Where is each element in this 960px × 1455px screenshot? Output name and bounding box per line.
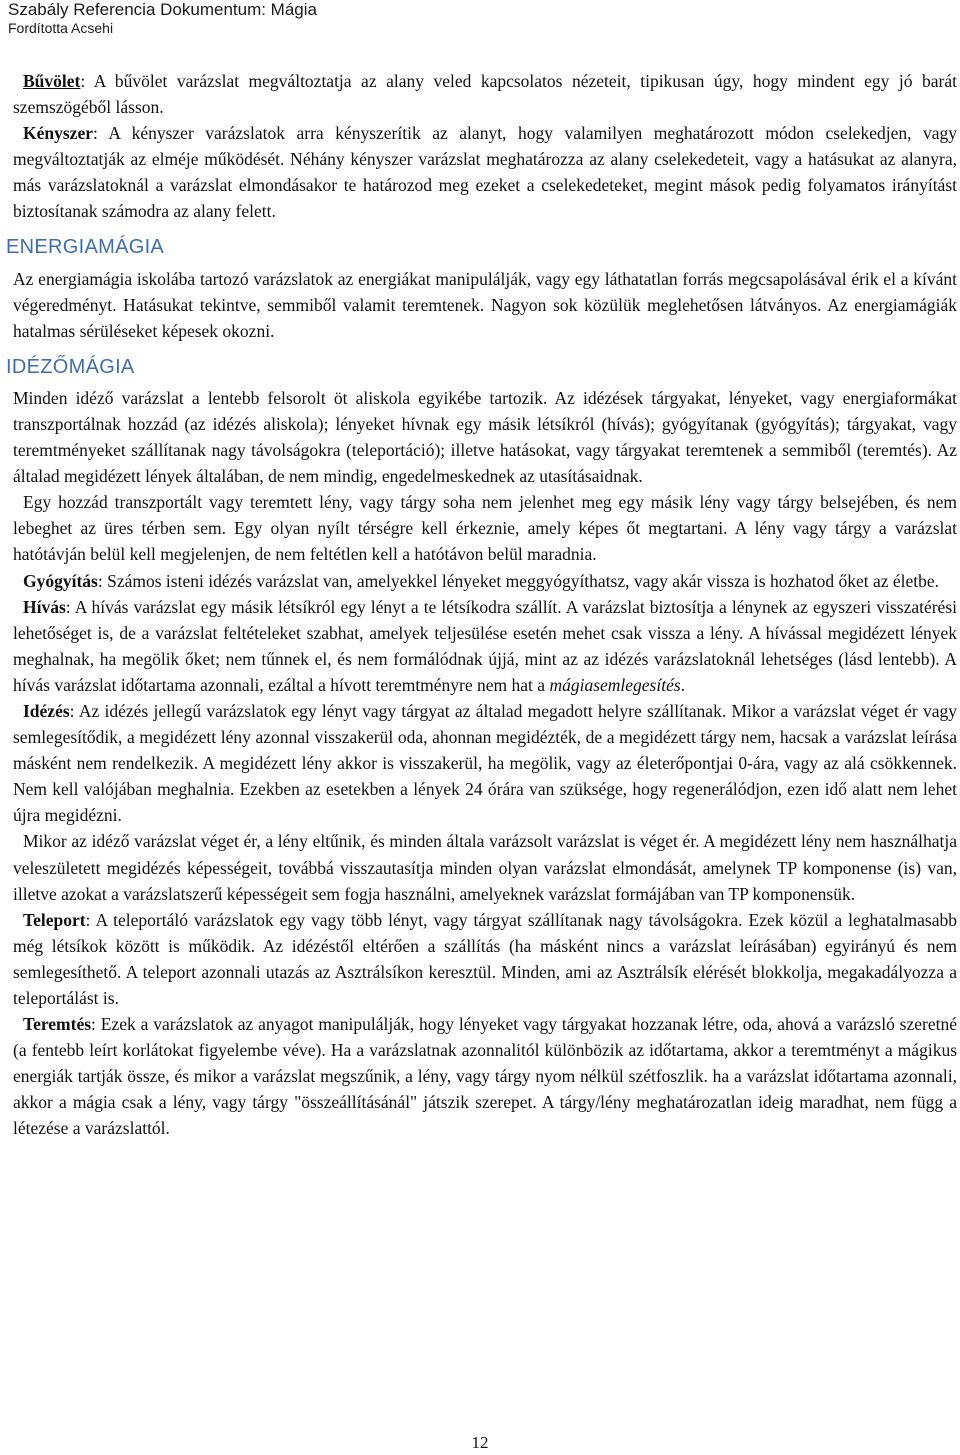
term-idezes: Idézés — [23, 700, 70, 721]
paragraph-idezomagia: Minden idéző varázslat a lentebb felsorolt öt aliskola egyikébe tartozik. Az idézések tárgyakat, lényeket, vagy energiaformákat transzportálnak hozzád (az idézés aliskola); lényeket hívnak egy másik létsíkról (hívás); gyógyítanak (gyógyítás); tárgyakat, vagy teremtményeket szállítanak nagy távolságokra (teleportáció); illetve hatásokat, vagy tárgyakat teremtenek a semmiből (teremtés). Az általad megidézett lények általában, de nem mindig, engedelmeskednek az utasításaidnak. — [13, 387, 957, 487]
translator-credit: Fordította Acsehi — [8, 20, 114, 36]
paragraph-teremtes — [13, 1011, 957, 1141]
term-buvolet: Bűvölet — [23, 71, 81, 91]
paragraph-kenyszer — [13, 120, 957, 224]
paragraph-hivas — [13, 594, 957, 698]
paragraph-transport: Egy hozzád transzportált vagy teremtett lény, vagy tárgy soha nem jelenhet meg egy másik lény vagy tárgy belsejében, és nem lebeghet az üres térben sem. Egy olyan nyílt térségre kell érkeznie, amely képes őt megtartani. A lény vagy tárgy a varázslat hatótávján belül kell megjelenjen, de nem feltétlen kell a hatótávon belül maradnia. — [13, 492, 957, 565]
text-hivas: : A hívás varázslat egy másik létsíkról egy lényt a te létsíkodra szállít. A varázslat biztosítja a lénynek az egyszeri visszatérési lehetőséget is, de a varázslat feltételeket szabhat, amelyek teljesülése esetén mehet csak vissza a lény. A hívással megidézett lények meghalnak, ha megölik őket; nem tűnnek el, és nem formálódnak újjá, mint az az idézés varázslatoknál lehetséges (lásd lentebb). A hívás varázslat időtartama azonnali, ezáltal a hívott teremtményre nem hat a — [13, 596, 957, 695]
page-number: 12 — [471, 1433, 489, 1452]
paragraph-gyogyitas — [13, 568, 957, 594]
text-kenyszer: : A kényszer varázslatok arra kényszerítik az alanyt, hogy valamilyen meghatározott módon cselekedjen, vagy megváltoztatják az elméje működését. Néhány kényszer varázslat meghatározza az alany cselekedeteit, vagy a hatásukat az alanyra, más varázslatoknál a varázslat elmondásakor te határozod meg ezeket a cselekedeteket, megint mások pedig folyamatos irányítást biztosítanak számodra az alany felett. — [13, 123, 957, 222]
term-hivas: Hívás — [23, 596, 66, 617]
text-gyogyitas: : Számos isteni idézés varázslat van, amelyekkel lényeket meggyógyíthatsz, vagy akár vissza is hozhatod őket az életbe. — [97, 570, 940, 591]
term-teremtes: Teremtés — [23, 1014, 92, 1035]
text-hivas-end: . — [680, 674, 686, 695]
em-magiasemlegesites: mágiasemlegesítés — [549, 674, 681, 695]
paragraph-buvolet — [13, 68, 957, 120]
term-kenyszer: Kényszer — [23, 123, 93, 144]
text-buvolet: : A bűvölet varázslat megváltoztatja az alany veled kapcsolatos nézeteit, tipikusan úgy, hogy mindent egy jó barát szemszögéből lásson. — [13, 71, 957, 118]
text-idezes: : Az idézés jellegű varázslatok egy lényt vagy tárgyat az általad megadott helyre szállítanak. Mikor a varázslat véget ér vagy semlegesítődik, a megidézett lény azonnal visszakerül oda, ahonnan megidézték, de a megidézett tárgy nem, hacsak a varázslat leírása másként nem rendelkezik. A megidézett lény akkor is visszakerül, ha megölik, vagy az életerőpontjai 0-ára, vagy az alá csökkennek. Nem kell valójában meghalnia. Ezekben az esetekben a lények 24 órára van szüksége, hogy regenerálódjon, ezen idő alatt nem lehet újra megidézni. — [13, 700, 957, 826]
paragraph-idezes — [13, 698, 957, 828]
heading-idezomagia: IDÉZŐMÁGIA — [6, 355, 135, 378]
paragraph-energiamagia: Az energiamágia iskolába tartozó varázslatok az energiákat manipulálják, vagy egy láthatatlan forrás megcsapolásával érik el a kívánt végeredményt. Hatásukat tekintve, semmiből valamit teremtenek. Nagyon sok közülük meglehetősen látványos. Az energiamágiák hatalmas sérüléseket képesek okozni. — [13, 268, 957, 341]
term-teleport: Teleport — [23, 909, 86, 930]
body-text — [6, 68, 957, 1142]
heading-energiamagia: ENERGIAMÁGIA — [6, 235, 165, 258]
paragraph-mikor: Mikor az idéző varázslat véget ér, a lény eltűnik, és minden általa varázsolt varázslat is véget ér. A megidézett lény nem használhatja veleszületett megidézés képességeit, továbbá visszautasítja minden olyan varázslat elmondását, amelynek TP komponense (is) van, illetve azokat a varázslatszerű képességeit sem fogja használni, amelyeknek varázslat formájában van TP komponensük. — [13, 831, 957, 904]
term-gyogyitas: Gyógyítás — [23, 570, 98, 591]
running-header — [8, 0, 317, 37]
text-teremtes: : Ezek a varázslatok az anyagot manipulálják, hogy lényeket vagy tárgyakat hozzanak létre, oda, ahová a varázsló szeretné (a fentebb leírt korlátokat figyelembe véve). Ha a varázslatnak azonnalitól különbözik az időtartama, akkor a teremtményt a mágikus energiák tartják össze, és mikor a varázslat megszűnik, a lény, vagy tárgy nyom nélkül szétfoszlik. ha a varázslat időtartama azonnali, akkor a mágia csak a lény, vagy tárgy "összeállításánál" játszik szerepet. A tárgy/lény meghatározatlan ideig maradhat, nem függ a létezése a varázslattól. — [13, 1014, 957, 1139]
document-title: Szabály Referencia Dokumentum: Mágia — [8, 0, 317, 19]
text-teleport: : A teleportáló varázslatok egy vagy több lényt, vagy tárgyat szállítanak nagy távolságokra. Ezek közül a leghatalmasabb még létsíkok között is működik. Az idézéstől eltérően a szállítás (ha másként nincs a varázslat leírásában) egyirányú és nem semlegesíthető. A teleport azonnali utazás az Asztrálsíkon keresztül. Minden, ami az Asztrálsík elérését blokkolja, megakadályozza a teleportálást is. — [13, 909, 957, 1008]
paragraph-teleport — [13, 907, 957, 1011]
